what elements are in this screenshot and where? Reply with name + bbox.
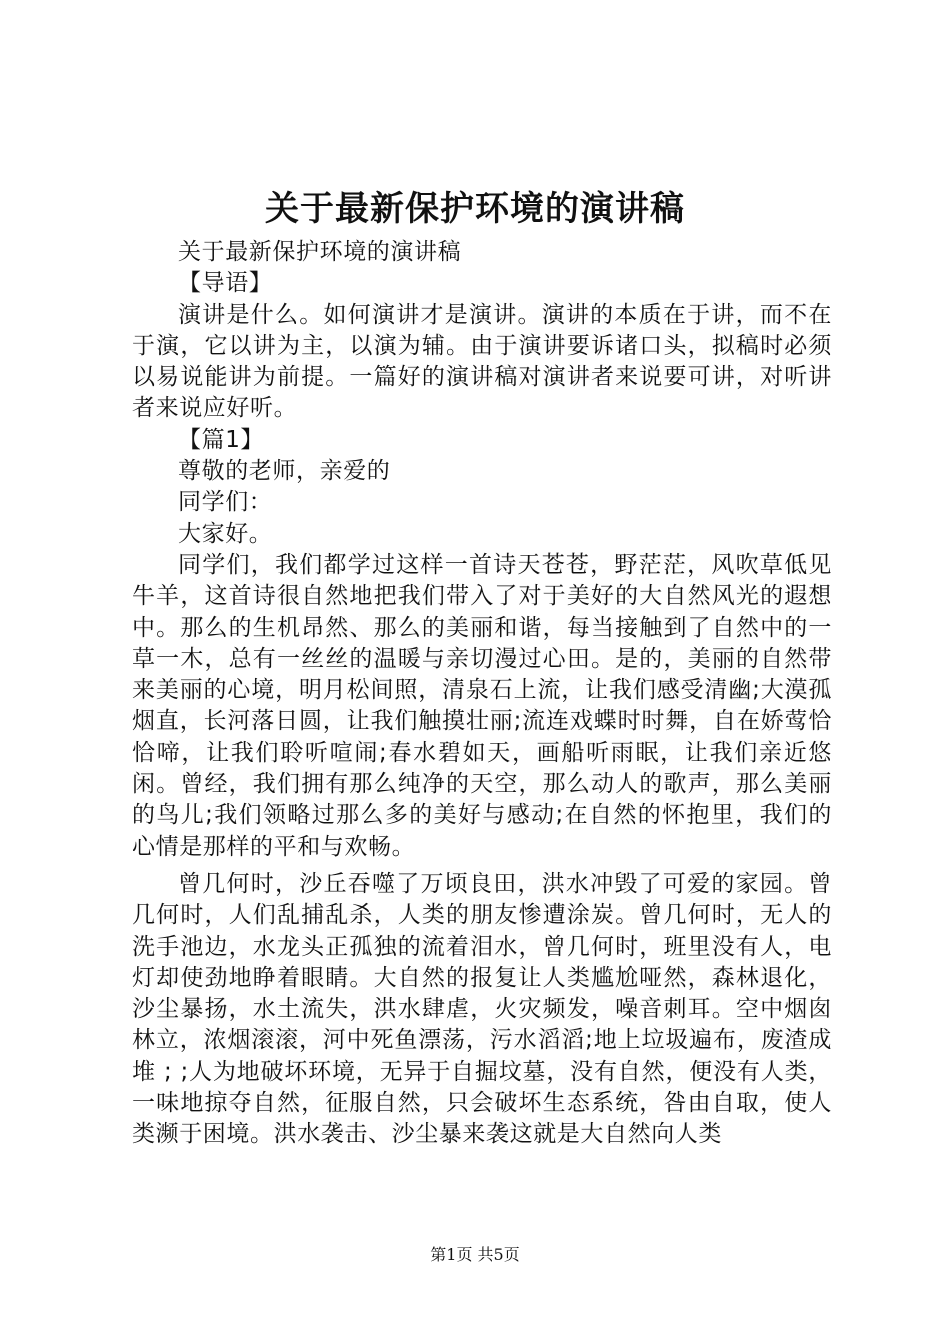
page-footer: 第1页 共5页 — [430, 1245, 520, 1264]
section-heading: 【篇1】 — [178, 426, 265, 453]
greeting-line-1: 尊敬的老师，亲爱的 — [178, 458, 391, 485]
body-paragraph: 同学们，我们都学过这样一首诗天苍苍，野茫茫，风吹草低见牛羊，这首诗很自然地把我们带入了对于美好的大自然风光的遐想中。那么的生机昂然、那么的美丽和谐，每当接触到了自然中的一草一木，总有一丝丝的温暖与亲切漫过心田。是的，美丽的自然带来美丽的心境，明月松间照，清泉石上流，让我们感受清幽;大漠孤烟直，长河落日圆，让我们触摸壮丽;流连戏蝶时时舞，自在娇莺恰恰啼，让我们聆听喧闹;春水碧如天，画船听雨眠，让我们亲近悠闲。曾经，我们拥有那么纯净的天空，那么动人的歌声，那么美丽的鸟儿;我们领略过那么多的美好与感动;在自然的怀抱里，我们的心情是那样的平和与欢畅。 — [132, 551, 832, 860]
subtitle-paragraph: 关于最新保护环境的演讲稿 — [178, 239, 462, 265]
intro-heading: 【导语】 — [178, 270, 273, 297]
greeting-line-3: 大家好。 — [178, 520, 273, 547]
greeting-line-2: 同学们： — [178, 489, 273, 516]
intro-paragraph: 演讲是什么。如何演讲才是演讲。演讲的本质在于讲，而不在于演，它以讲为主，以演为辅。由于演讲要诉诸口头，拟稿时必须以易说能讲为前提。一篇好的演讲稿对演讲者来说要可讲，对听讲者来说应好听。 — [132, 301, 832, 422]
body-paragraph: 曾几何时，沙丘吞噬了万顷良田，洪水冲毁了可爱的家园。曾几何时，人们乱捕乱杀，人类的朋友惨遭涂炭。曾几何时，无人的洗手池边，水龙头正孤独的流着泪水，曾几何时，班里没有人，电灯却使劲地睁着眼睛。大自然的报复让人类尴尬哑然，森林退化，沙尘暴扬，水土流失，洪水肆虐，火灾频发，噪音刺耳。空中烟囱林立，浓烟滚滚，河中死鱼漂荡，污水滔滔;地上垃圾遍布，废渣成堆 ; ;人为地破坏环境，无异于自掘坟墓，没有自然，便没有人类，一味地掠夺自然，征服自然，只会破坏生态系统，咎由自取，使人类濒于困境。洪水袭击、沙尘暴来袭这就是大自然向人类 — [132, 870, 832, 1148]
document-title: 关于最新保护环境的演讲稿 — [265, 189, 685, 229]
document-body — [132, 237, 832, 1151]
